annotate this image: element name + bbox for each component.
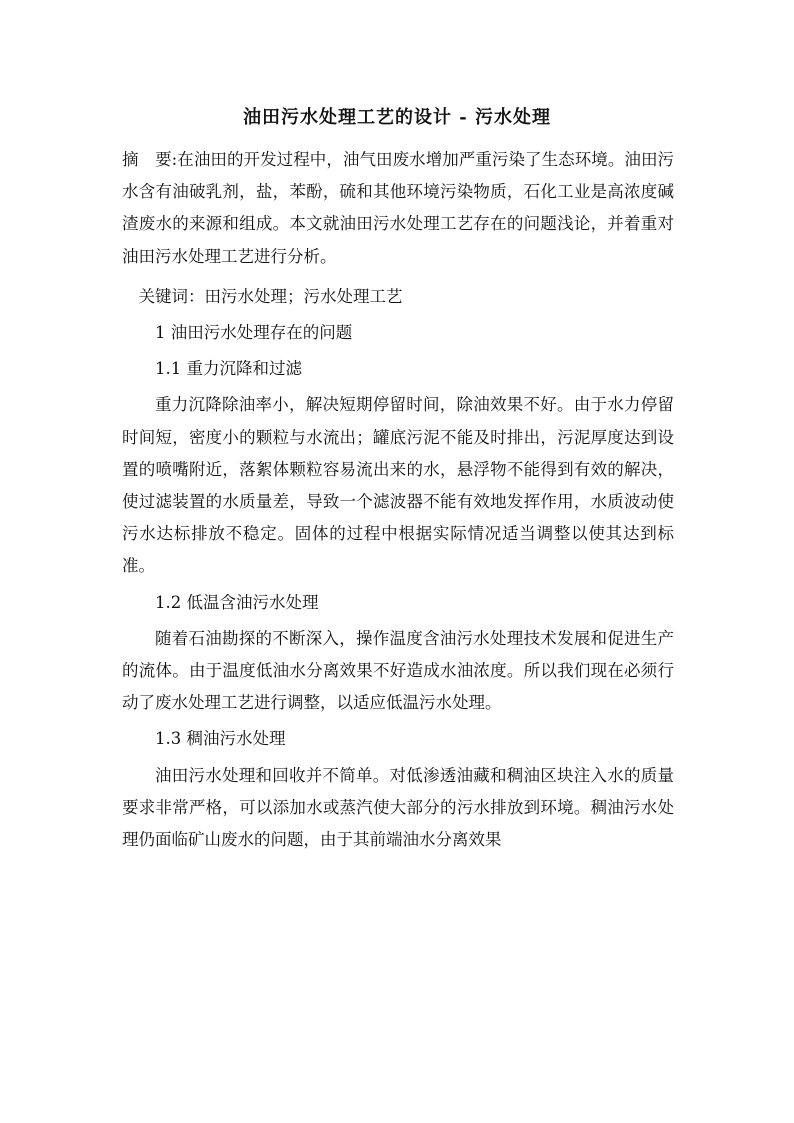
section-heading-1-1: 1.1 重力沉降和过滤 xyxy=(155,359,302,379)
abstract-label-a: 摘 xyxy=(122,150,139,169)
document-body xyxy=(122,144,674,856)
section-heading-1-2: 1.2 低温含油污水处理 xyxy=(155,592,319,612)
section-heading-1: 1 油田污水处理存在的问题 xyxy=(155,323,353,343)
abstract-text: 在油田的开发过程中，油气田废水增加严重污染了生态环境。油田污水含有油破乳剂，盐，苯酚，硫和其他环境污染物质，石化工业是高浓度碱渣废水的来源和组成。本文就油田污水处理工艺存在的问题浅论，并着重对油田污水处理工艺进行分析。 xyxy=(122,150,675,266)
section-paragraph-1-3: 油田污水处理和回收并不简单。对低渗透油藏和稠油区块注入水的质量要求非常严格，可以添加水或蒸汽使大部分的污水排放到环境。稠油污水处理仍面临矿山废水的问题，由于其前端油水分离效果 xyxy=(122,765,674,850)
abstract-paragraph xyxy=(122,144,674,273)
document-title: 油田污水处理工艺的设计 - 污水处理 xyxy=(242,107,551,128)
abstract-label-b: 要: xyxy=(155,150,178,169)
section-paragraph-1-1: 重力沉降除油率小，解决短期停留时间，除油效果不好。由于水力停留时间短，密度小的颗粒与水流出；罐底污泥不能及时排出，污泥厚度达到设置的喷嘴附近，落絮体颗粒容易流出来的水，悬浮物不能得到有效的解决，使过滤装置的水质量差，导致一个滤波器不能有效地发挥作用，水质波动使污水达标排放不稳定。固体的过程中根据实际情况适当调整以使其达到标准。 xyxy=(122,395,674,576)
abstract-label xyxy=(122,150,177,169)
keywords-line: 关键词：田污水处理；污水处理工艺 xyxy=(138,286,403,306)
section-paragraph-1-2: 随着石油勘探的不断深入，操作温度含油污水处理技术发展和促进生产的流体。由于温度低油水分离效果不好造成水油浓度。所以我们现在必须行动了废水处理工艺进行调整，以适应低温污水处理。 xyxy=(122,628,674,713)
section-heading-1-3: 1.3 稠油污水处理 xyxy=(155,729,286,749)
